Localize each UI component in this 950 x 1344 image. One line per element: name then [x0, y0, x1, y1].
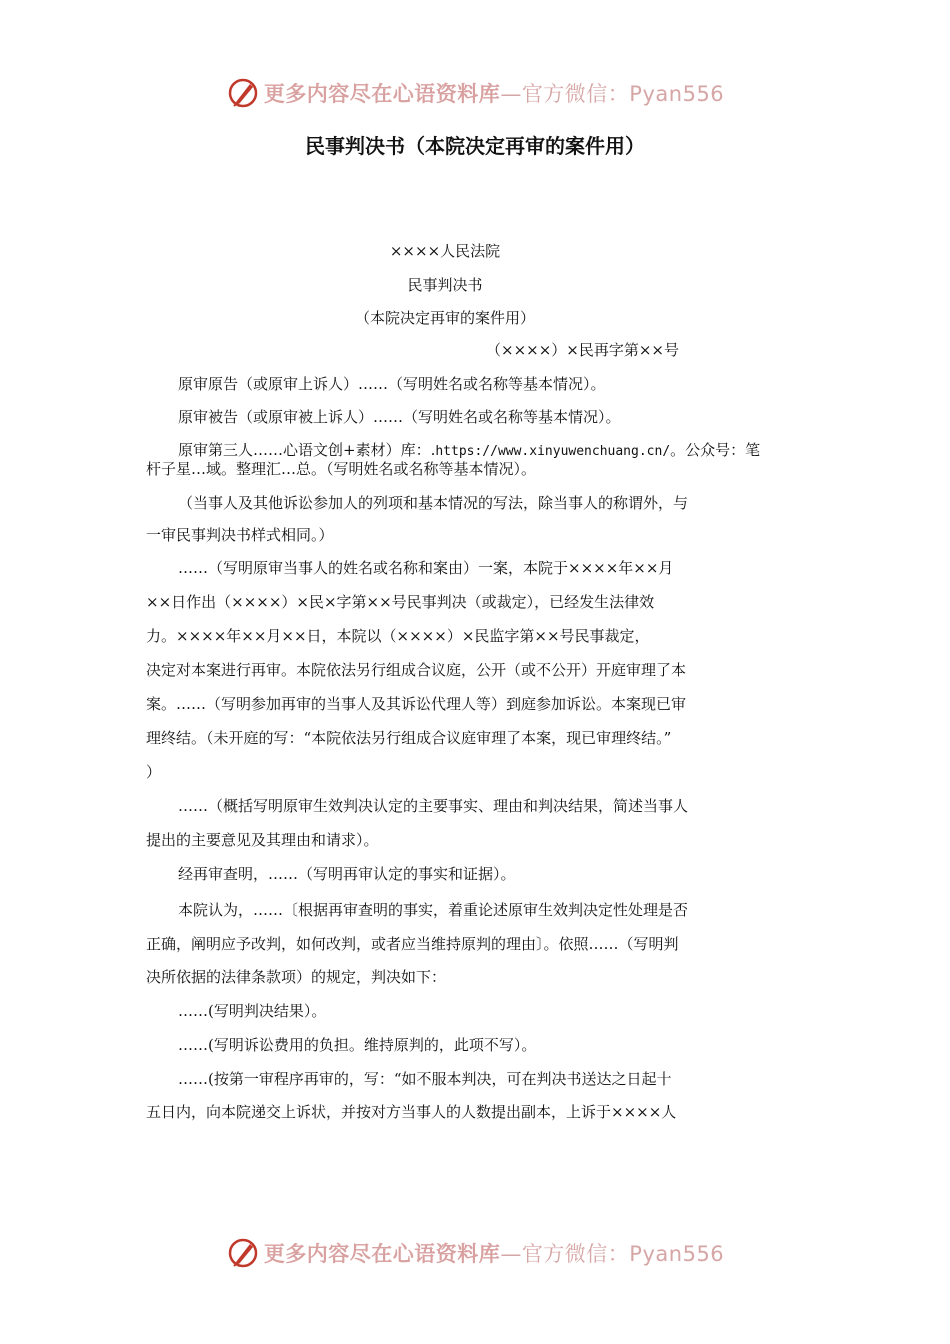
body-line: ……（概括写明原审生效判决认定的主要事实、理由和判决结果，简述当事人: [178, 797, 689, 815]
watermark-banner-bottom: [0, 1230, 950, 1276]
body-line: 理终结。（未开庭的写：“本院依法另行组成合议庭审理了本案，现已审理终结。”: [146, 729, 672, 747]
case-number: （××××）×民再字第××号: [486, 341, 679, 359]
body-line: ……(按第一审程序再审的，写：“如不服本判决，可在判决书送达之日起十: [178, 1070, 672, 1088]
body-line: ）: [146, 763, 162, 781]
body-line: 提出的主要意见及其理由和请求）。: [146, 831, 379, 849]
doc-type: 民事判决书: [407, 276, 483, 294]
body-line: 正确，阐明应予改判，如何改判，或者应当维持原判的理由〕。依照……（写明判: [146, 935, 679, 953]
body-line: 经再审查明，……（写明再审认定的事实和证据）。: [178, 865, 516, 883]
body-line: 五日内，向本院递交上诉状，并按对方当事人的人数提出副本，上诉于××××人: [146, 1103, 677, 1121]
party-third-line2: 杆子星…域。整理汇…总。（写明姓名或名称等基本情况）。: [146, 460, 537, 478]
party-defendant: 原审被告（或原审被上诉人）……（写明姓名或名称等基本情况）。: [178, 408, 621, 426]
body-line: 本院认为，……〔根据再审查明的事实，着重论述原审生效判决定性处理是否: [178, 901, 689, 919]
watermark-text: 更多内容尽在心语资料库—官方微信：Pyan556: [263, 1242, 725, 1266]
doc-subtitle: （本院决定再审的案件用）: [354, 309, 535, 327]
body-line: ……(写明判决结果）。: [178, 1002, 327, 1020]
body-line: 一审民事判决书样式相同。）: [146, 526, 334, 544]
pen-logo-icon: [226, 76, 260, 110]
court-name: ××××人民法院: [389, 242, 501, 260]
party-third-line1: 原审第三人……心语文创+素材）库：.https://www.xinyuwenchuang.cn/。公众号：笔: [178, 441, 761, 459]
body-line: 决所依据的法律条款项）的规定，判决如下：: [146, 968, 447, 986]
body-line: 决定对本案进行再审。本院依法另行组成合议庭，公开（或不公开）开庭审理了本: [146, 661, 687, 679]
website-link: https://www.xinyuwenchuang.cn/: [435, 444, 671, 459]
body-line: ……(写明诉讼费用的负担。维持原判的，此项不写）。: [178, 1036, 537, 1054]
body-line: 案。……（写明参加再审的当事人及其诉讼代理人等）到庭参加诉讼。本案现已审: [146, 695, 687, 713]
party-plaintiff: 原审原告（或原审上诉人）……（写明姓名或名称等基本情况）。: [178, 375, 606, 393]
watermark-text: 更多内容尽在心语资料库—官方微信：Pyan556: [263, 82, 725, 106]
body-line: 力。××××年××月××日，本院以（××××）×民监字第××号民事裁定，: [146, 627, 650, 645]
body-line: ……（写明原审当事人的姓名或名称和案由）一案，本院于××××年××月: [178, 559, 674, 577]
document-title: 民事判决书（本院决定再审的案件用）: [305, 134, 645, 158]
pen-logo-icon: [226, 1236, 260, 1270]
watermark-banner-top: [0, 70, 950, 116]
body-line: （当事人及其他诉讼参加人的列项和基本情况的写法，除当事人的称谓外，与: [178, 494, 689, 512]
body-line: ××日作出（××××）×民×字第××号民事判决（或裁定），已经发生法律效: [146, 593, 655, 611]
